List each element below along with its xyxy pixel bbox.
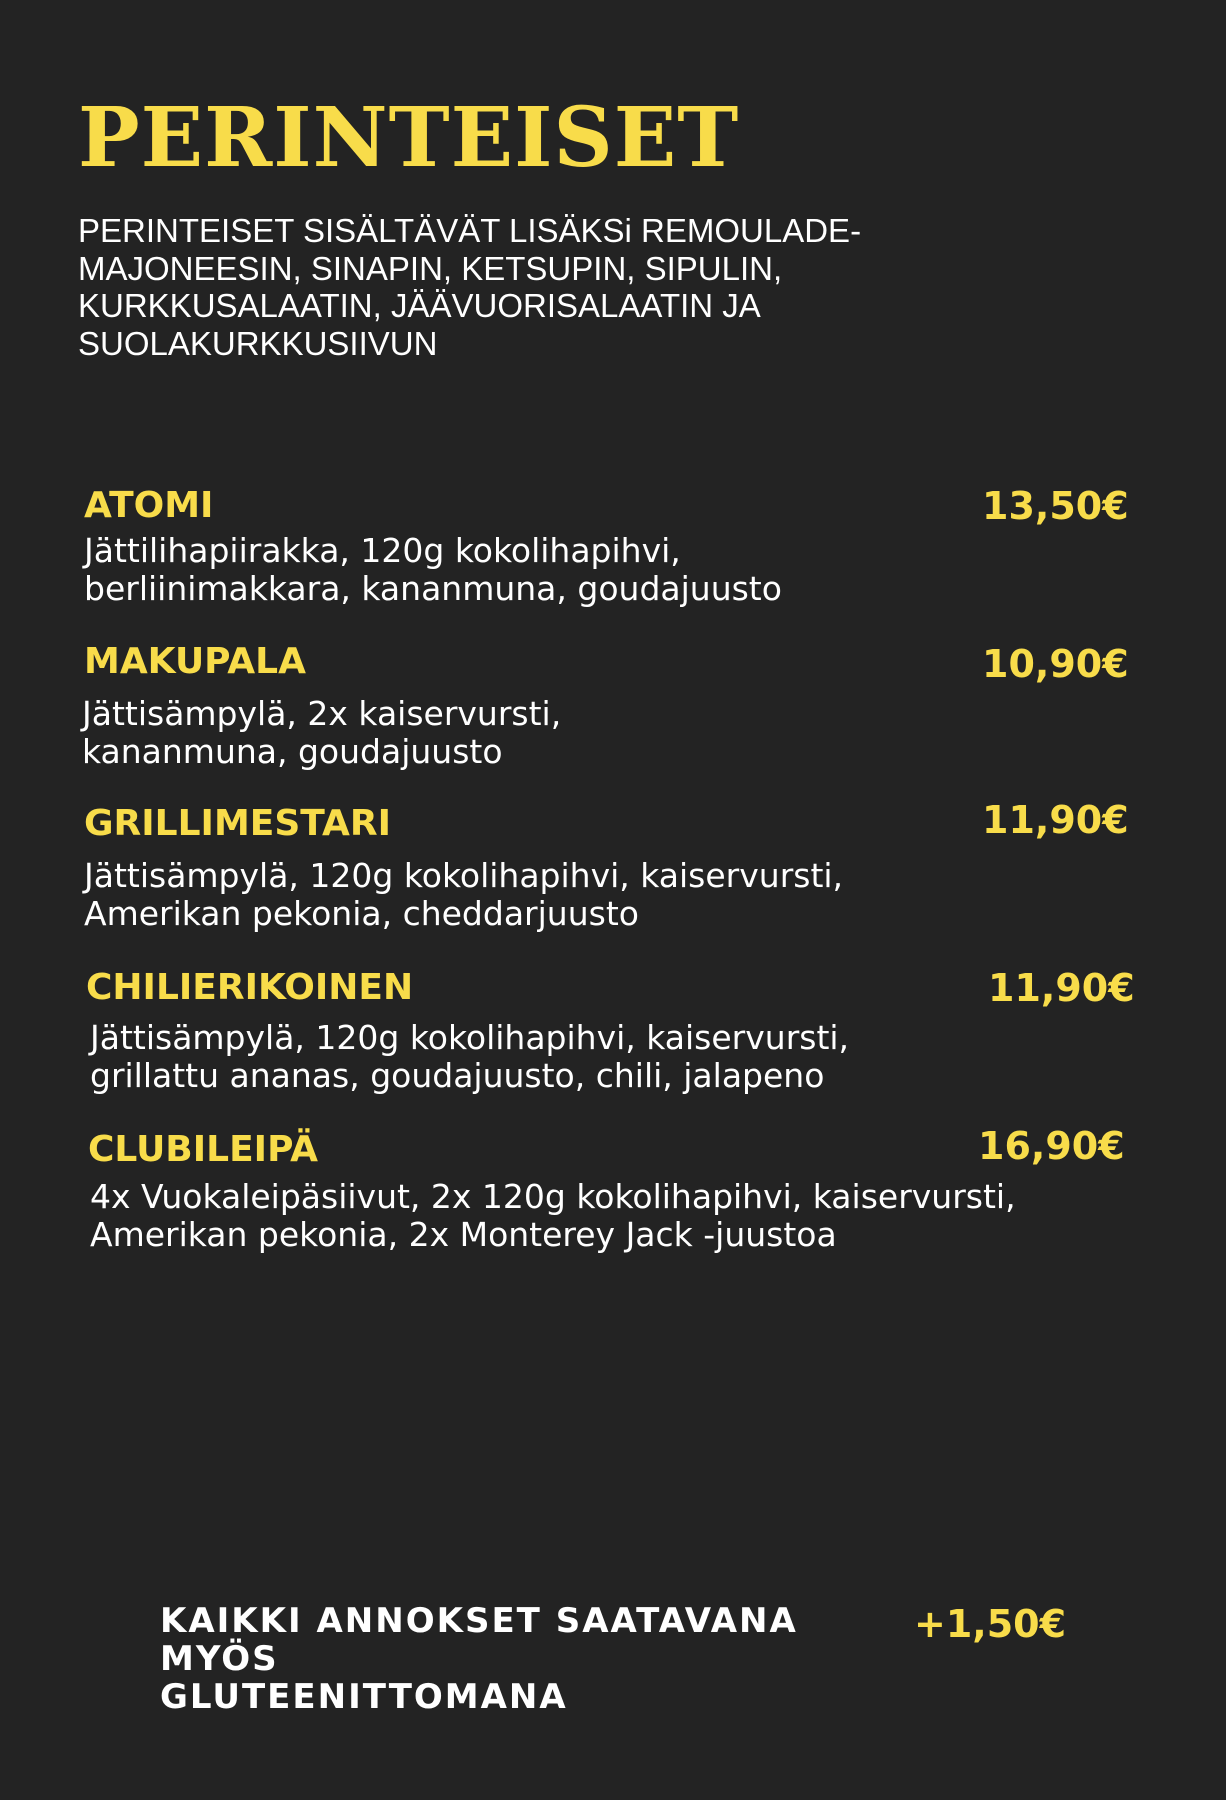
menu-item-atomi <box>0 484 1226 634</box>
item-price: 13,50€ <box>982 484 1129 528</box>
item-description: Jättisämpylä, 2x kaiservursti, kananmuna, goudajuusto <box>82 694 562 771</box>
item-name: CHILIERIKOINEN <box>86 967 414 1008</box>
item-name: MAKUPALA <box>84 641 306 682</box>
item-price: 16,90€ <box>978 1124 1125 1168</box>
item-description: Jättisämpylä, 120g kokolihapihvi, kaiservursti, grillattu ananas, goudajuusto, chili, jalapeno <box>90 1018 850 1095</box>
item-description: 4x Vuokaleipäsiivut, 2x 120g kokolihapihvi, kaiservursti, Amerikan pekonia, 2x Monterey Jack -juustoa <box>90 1177 1016 1254</box>
section-intro: PERINTEISET SISÄLTÄVÄT LISÄKSi REMOULADE- MAJONEESIN, SINAPIN, KETSUPIN, SIPULIN, KURKKUSALAATIN, JÄÄVUORISALAATIN JA SUOLAKURKKUSIIVUN <box>78 212 862 362</box>
menu-item-grillimestari <box>0 798 1226 952</box>
menu-item-chilierikoinen <box>0 966 1226 1116</box>
page-title: PERINTEISET <box>78 90 740 186</box>
item-name: GRILLIMESTARI <box>84 803 392 844</box>
item-name: ATOMI <box>84 485 214 526</box>
item-description: Jättilihapiirakka, 120g kokolihapihvi, berliinimakkara, kananmuna, goudajuusto <box>84 531 782 608</box>
item-description: Jättisämpylä, 120g kokolihapihvi, kaiservursti, Amerikan pekonia, cheddarjuusto <box>84 856 844 933</box>
menu-item-clubileipa <box>0 1124 1226 1278</box>
item-price: 10,90€ <box>982 642 1129 686</box>
item-name: CLUBILEIPÄ <box>88 1129 319 1170</box>
menu-item-makupala <box>0 640 1226 790</box>
gluten-free-price: +1,50€ <box>914 1602 1067 1646</box>
gluten-free-note: KAIKKI ANNOKSET SAATAVANA MYÖS GLUTEENITTOMANA <box>160 1601 798 1717</box>
item-price: 11,90€ <box>988 966 1135 1010</box>
item-price: 11,90€ <box>982 798 1129 842</box>
